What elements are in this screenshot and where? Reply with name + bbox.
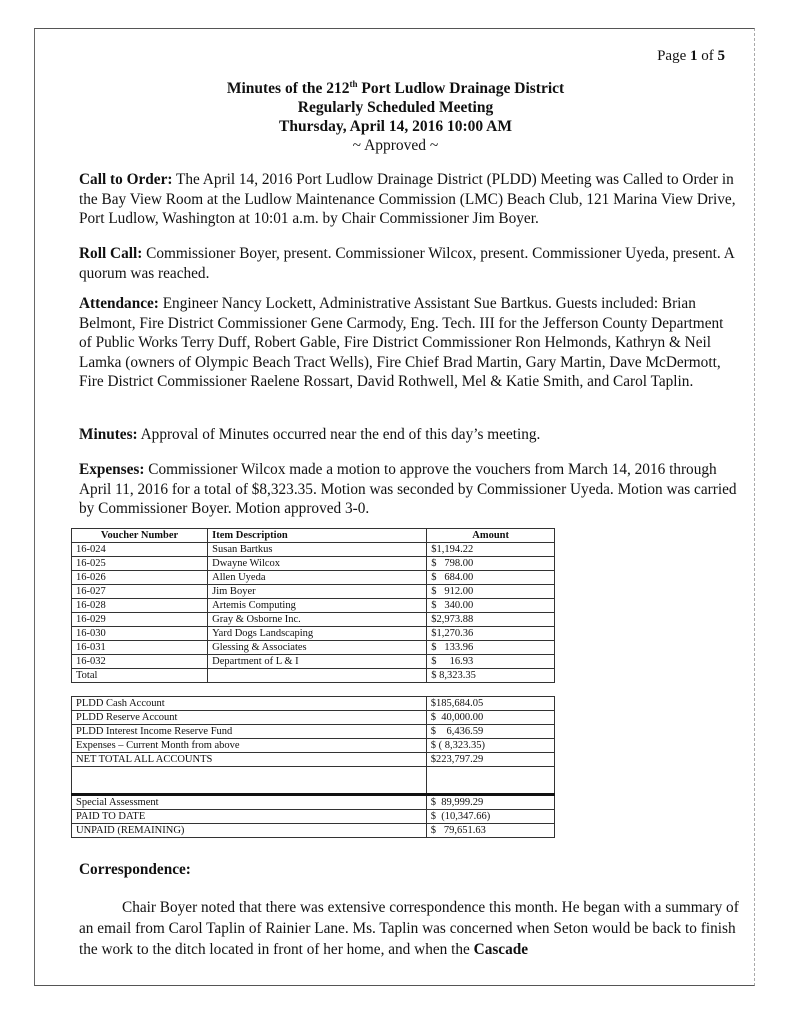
account-amount: $185,684.05 — [426, 697, 554, 711]
account-label: NET TOTAL ALL ACCOUNTS — [72, 753, 427, 767]
voucher-cell: 16-032 — [72, 655, 208, 669]
amount-cell: $ 798.00 — [427, 557, 555, 571]
col-header-voucher: Voucher Number — [72, 529, 208, 543]
item-cell: Glessing & Associates — [208, 641, 427, 655]
table-row — [72, 725, 555, 739]
table-row — [72, 585, 555, 599]
item-cell: Department of L & I — [208, 655, 427, 669]
total-row — [72, 669, 555, 683]
total-amount: $ 8,323.35 — [427, 669, 555, 683]
assessment-amount: $ 89,999.29 — [426, 795, 554, 810]
assessment-amount: $ (10,347.66) — [426, 810, 554, 824]
table-row — [72, 697, 555, 711]
amount-cell: $ 684.00 — [427, 571, 555, 585]
page-number: Page 1 of 5 — [657, 48, 725, 64]
empty-cell — [426, 767, 554, 795]
assessment-amount: $ 79,651.63 — [426, 824, 554, 838]
item-cell: Dwayne Wilcox — [208, 557, 427, 571]
table-row — [72, 795, 555, 810]
table-row — [72, 810, 555, 824]
voucher-cell: 16-026 — [72, 571, 208, 585]
approval-status: ~ Approved ~ — [352, 137, 439, 154]
amount-cell: $2,973.88 — [427, 613, 555, 627]
title-line-3: Thursday, April 14, 2016 10:00 AM — [279, 118, 512, 135]
item-cell: Jim Boyer — [208, 585, 427, 599]
table-row — [72, 655, 555, 669]
item-cell: Susan Bartkus — [208, 543, 427, 557]
account-amount: $ 40,000.00 — [426, 711, 554, 725]
voucher-cell: 16-030 — [72, 627, 208, 641]
voucher-cell: 16-031 — [72, 641, 208, 655]
amount-cell: $1,270.36 — [427, 627, 555, 641]
title-line-2: Regularly Scheduled Meeting — [297, 99, 494, 116]
table-row — [72, 543, 555, 557]
col-header-item: Item Description — [208, 529, 427, 543]
amount-cell: $ 133.96 — [427, 641, 555, 655]
assessment-label: UNPAID (REMAINING) — [72, 824, 427, 838]
account-amount: $ 6,436.59 — [426, 725, 554, 739]
table-row — [72, 824, 555, 838]
item-cell: Gray & Osborne Inc. — [208, 613, 427, 627]
table-header-row — [72, 529, 555, 543]
account-label: Expenses – Current Month from above — [72, 739, 427, 753]
amount-cell: $1,194.22 — [427, 543, 555, 557]
table-row — [72, 613, 555, 627]
section-correspondence-heading: Correspondence: — [79, 861, 191, 878]
item-cell: Yard Dogs Landscaping — [208, 627, 427, 641]
account-amount: $223,797.29 — [426, 753, 554, 767]
voucher-cell: 16-024 — [72, 543, 208, 557]
section-correspondence-body: Chair Boyer noted that there was extensive correspondence this month. He began with a summary of an email from Carol Taplin of Rainier Lane. Ms. Taplin was concerned when Seton would be back to finish the work to the ditch located in front of her home, and when the Cascade — [79, 899, 739, 958]
assessment-label: PAID TO DATE — [72, 810, 427, 824]
voucher-cell: 16-028 — [72, 599, 208, 613]
amount-cell: $ 912.00 — [427, 585, 555, 599]
item-cell: Artemis Computing — [208, 599, 427, 613]
title-line-1: Minutes of the 212th Port Ludlow Drainage District — [226, 79, 565, 97]
table-row — [72, 599, 555, 613]
voucher-table — [71, 528, 555, 683]
table-row — [72, 711, 555, 725]
account-amount: $ ( 8,323.35) — [426, 739, 554, 753]
table-row — [72, 753, 555, 767]
total-label: Total — [72, 669, 208, 683]
table-row — [72, 627, 555, 641]
document-title — [0, 79, 791, 155]
account-label: PLDD Interest Income Reserve Fund — [72, 725, 427, 739]
spacer-row — [72, 767, 555, 795]
section-expenses: Expenses: Commissioner Wilcox made a motion to approve the vouchers from March 14, 2016 through April 11, 2016 for a total of $8,323.35. Motion was seconded by Commissioner Uyeda. Motion was carried by Commissioner Boyer. Motion approved 3-0. — [79, 461, 737, 517]
col-header-amount: Amount — [427, 529, 555, 543]
voucher-cell: 16-029 — [72, 613, 208, 627]
amount-cell: $ 340.00 — [427, 599, 555, 613]
account-label: PLDD Cash Account — [72, 697, 427, 711]
accounts-table — [71, 696, 555, 838]
table-row — [72, 641, 555, 655]
empty-cell — [72, 767, 427, 795]
table-row — [72, 571, 555, 585]
voucher-cell: 16-025 — [72, 557, 208, 571]
empty-cell — [208, 669, 427, 683]
assessment-label: Special Assessment — [72, 795, 427, 810]
section-minutes: Minutes: Approval of Minutes occurred near the end of this day’s meeting. — [79, 426, 541, 443]
table-row — [72, 739, 555, 753]
amount-cell: $ 16.93 — [427, 655, 555, 669]
voucher-cell: 16-027 — [72, 585, 208, 599]
account-label: PLDD Reserve Account — [72, 711, 427, 725]
section-roll-call: Roll Call: Commissioner Boyer, present. Commissioner Wilcox, present. Commissioner Uyeda, present. A quorum was reached. — [79, 245, 734, 282]
section-attendance: Attendance: Engineer Nancy Lockett, Administrative Assistant Sue Bartkus. Guests included: Brian Belmont, Fire District Commissioner Gene Carmody, Eng. Tech. III for the Jefferson County Department of Public Works Terry Duff, Robert Gable, Fire District Commissioner Ron Helmonds, Kathryn & Neil Lamka (owners of Olympic Beach Tract Wells), Fire Chief Brad Martin, Gary Martin, Dave McDermott, Fire District Commissioner Raelene Rossart, David Rothwell, Mel & Katie Smith, and Carol Taplin. — [79, 295, 724, 390]
item-cell: Allen Uyeda — [208, 571, 427, 585]
table-row — [72, 557, 555, 571]
section-call-to-order: Call to Order: The April 14, 2016 Port Ludlow Drainage District (PLDD) Meeting was Called to Order in the Bay View Room at the Ludlow Maintenance Commission (LMC) Beach Club, 121 Marina View Drive, Port Ludlow, Washington at 10:01 a.m. by Chair Commissioner Jim Boyer. — [79, 171, 736, 227]
